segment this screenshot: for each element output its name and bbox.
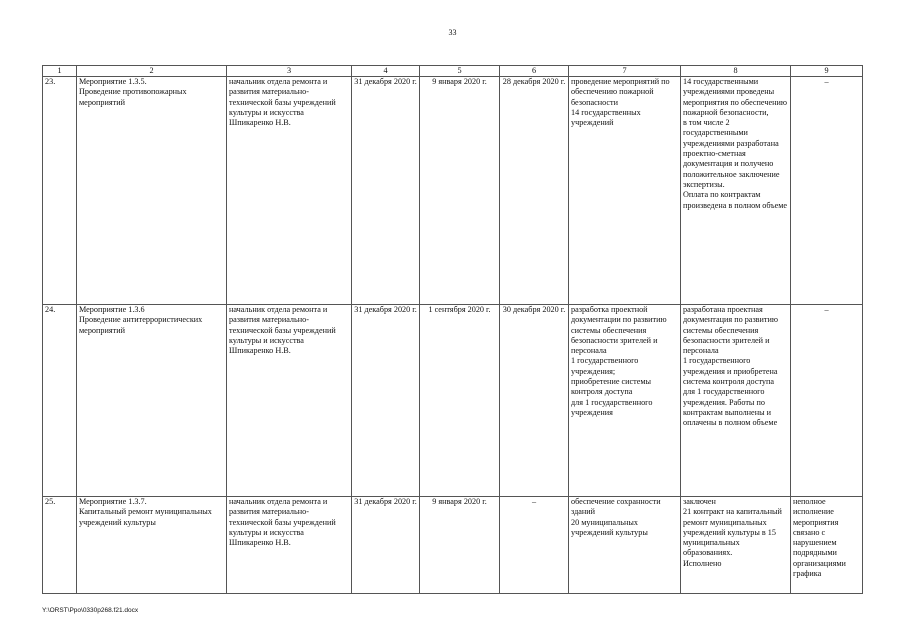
file-path-footer: Y:\ORST\Ppo\0330p268.f21.docx	[42, 607, 139, 614]
end-date: 30 декабря 2020 г.	[500, 305, 569, 497]
end-date: 28 декабря 2020 г.	[500, 77, 569, 305]
actual-result: 14 государственными учреждениями проведены мероприятия по обеспечению пожарной безопасности, в том числе 2 государственными учреждениями разработана проектно-сметная документация и получено положительное заключение экспертизы. Оплата по контрактам произведена в полном объеме	[681, 77, 791, 305]
expected-result: проведение мероприятий по обеспечению пожарной безопасности 14 государственных учреждений	[569, 77, 681, 305]
report-table	[42, 65, 863, 594]
page-number: 33	[448, 28, 457, 37]
header-cell: 5	[420, 66, 500, 77]
responsible: начальник отдела ремонта и развития материально-технической базы учреждений культуры и искусства Шпикаренко Н.В.	[227, 77, 352, 305]
expected-result: разработка проектной документации по развитию системы обеспечения безопасности зрителей и персонала 1 государственного учреждения; приобретение системы контроля доступа для 1 государственного учреждения	[569, 305, 681, 497]
end-date: –	[500, 497, 569, 594]
responsible: начальник отдела ремонта и развития материально-технической базы учреждений культуры и искусства Шпикаренко Н.В.	[227, 497, 352, 594]
header-row	[43, 66, 863, 77]
row-number: 25.	[43, 497, 77, 594]
start-date: 1 сентября 2020 г.	[420, 305, 500, 497]
start-date: 9 января 2020 г.	[420, 497, 500, 594]
notes: –	[791, 305, 863, 497]
event-name: Мероприятие 1.3.7. Капитальный ремонт муниципальных учреждений культуры	[77, 497, 227, 594]
responsible: начальник отдела ремонта и развития материально-технической базы учреждений культуры и искусства Шпикаренко Н.В.	[227, 305, 352, 497]
planned-date: 31 декабря 2020 г.	[352, 305, 420, 497]
actual-result: разработана проектная документация по развитию системы обеспечения безопасности зрителей и персонала 1 государственного учреждения и приобретена система контроля доступа для 1 государственного учреждения. Работы по контрактам выполнены и оплачены в полном объеме	[681, 305, 791, 497]
header-cell: 2	[77, 66, 227, 77]
event-name: Мероприятие 1.3.6 Проведение антитеррористических мероприятий	[77, 305, 227, 497]
notes: неполное исполнение мероприятия связано с нарушением подрядными организациями графика	[791, 497, 863, 594]
table-row	[43, 497, 863, 594]
planned-date: 31 декабря 2020 г.	[352, 77, 420, 305]
header-cell: 1	[43, 66, 77, 77]
header-cell: 6	[500, 66, 569, 77]
header-cell: 4	[352, 66, 420, 77]
event-name: Мероприятие 1.3.5. Проведение противопожарных мероприятий	[77, 77, 227, 305]
planned-date: 31 декабря 2020 г.	[352, 497, 420, 594]
header-cell: 3	[227, 66, 352, 77]
notes: –	[791, 77, 863, 305]
actual-result: заключен 21 контракт на капитальный ремонт муниципальных учреждений культуры в 15 муниципальных образованиях. Исполнено	[681, 497, 791, 594]
table-row	[43, 305, 863, 497]
start-date: 9 января 2020 г.	[420, 77, 500, 305]
row-number: 23.	[43, 77, 77, 305]
header-cell: 7	[569, 66, 681, 77]
row-number: 24.	[43, 305, 77, 497]
expected-result: обеспечение сохранности зданий 20 муниципальных учреждений культуры	[569, 497, 681, 594]
header-cell: 8	[681, 66, 791, 77]
table-row	[43, 77, 863, 305]
header-cell: 9	[791, 66, 863, 77]
